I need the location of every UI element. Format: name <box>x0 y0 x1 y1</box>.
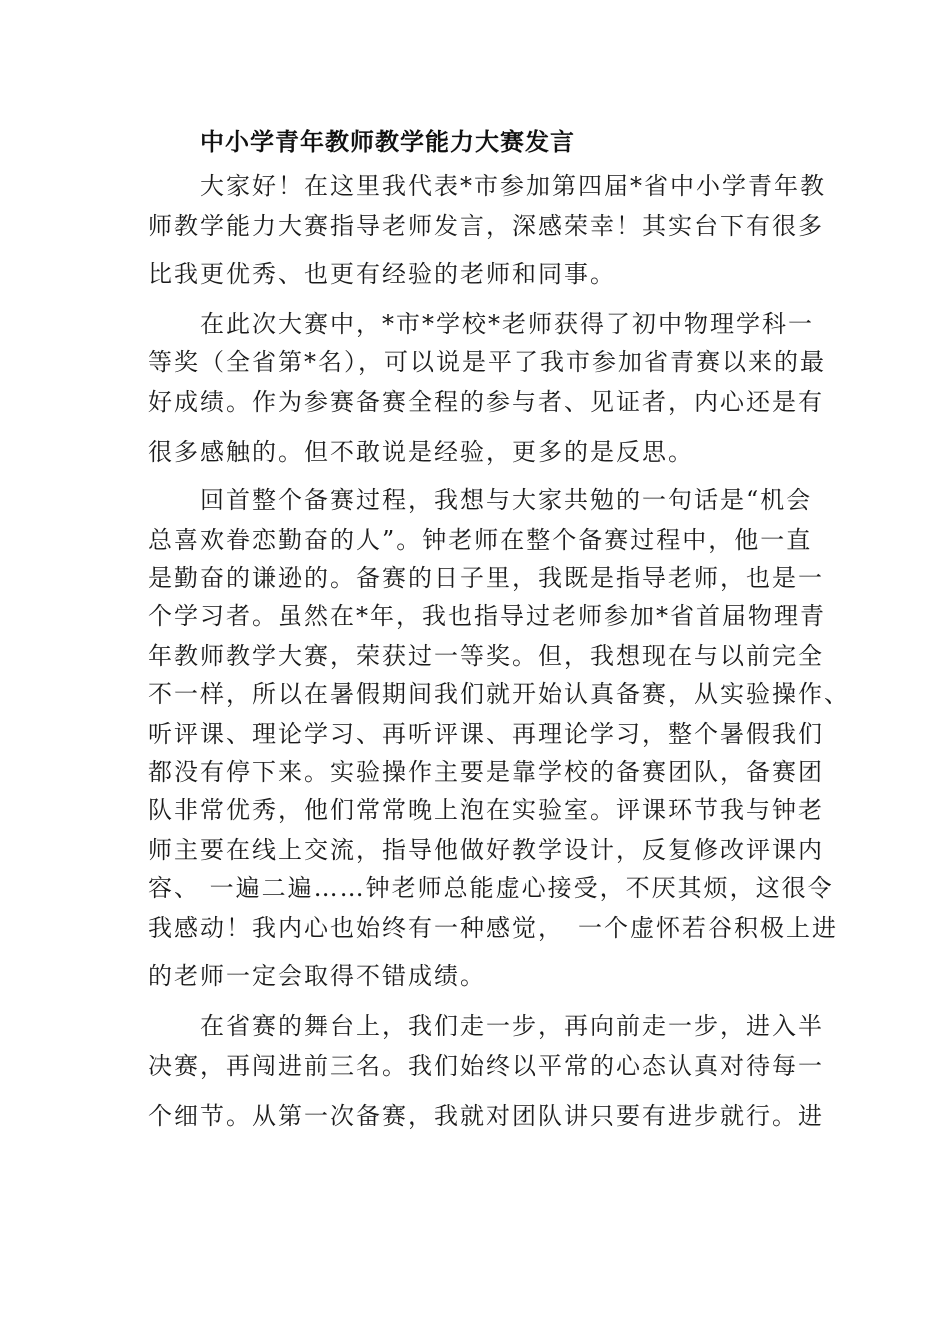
paragraph-3-line-6: 不一样，所以在暑假期间我们就开始认真备赛，从实验操作、 <box>148 680 850 708</box>
paragraph-2-line-3: 好成绩。作为参赛备赛全程的参与者、见证者，内心还是有 <box>148 388 824 416</box>
paragraph-3-line-1: 回首整个备赛过程，我想与大家共勉的一句话是“机会 <box>200 486 813 514</box>
paragraph-2-line-4: 很多感触的。但不敢说是经验，更多的是反思。 <box>148 438 694 466</box>
paragraph-3-line-13: 的老师一定会取得不错成绩。 <box>148 962 486 990</box>
paragraph-4-line-3: 个细节。从第一次备赛，我就对团队讲只要有进步就行。进 <box>148 1102 824 1130</box>
paragraph-3-line-2: 总喜欢眷恋勤奋的人”。钟老师在整个备赛过程中，他一直 <box>148 526 813 554</box>
paragraph-1-line-1: 大家好！在这里我代表*市参加第四届*省中小学青年教 <box>200 172 826 200</box>
paragraph-4-line-2: 决赛，再闯进前三名。我们始终以平常的心态认真对待每一 <box>148 1052 824 1080</box>
document-title: 中小学青年教师教学能力大赛发言 <box>200 128 575 156</box>
paragraph-4-line-1: 在省赛的舞台上，我们走一步，再向前走一步，进入半 <box>200 1012 824 1040</box>
paragraph-3-line-3: 是勤奋的谦逊的。备赛的日子里，我既是指导老师，也是一 <box>148 564 824 592</box>
paragraph-1-line-3: 比我更优秀、也更有经验的老师和同事。 <box>148 260 616 288</box>
paragraph-3-line-4: 个学习者。虽然在*年，我也指导过老师参加*省首届物理青 <box>148 602 826 630</box>
paragraph-2-line-1: 在此次大赛中，*市*学校*老师获得了初中物理学科一 <box>200 310 814 338</box>
paragraph-3-line-10: 师主要在线上交流，指导他做好教学设计，反复修改评课内 <box>148 836 824 864</box>
paragraph-3-line-12: 我感动！我内心也始终有一种感觉， 一个虚怀若谷积极上进 <box>148 914 838 942</box>
paragraph-2-line-2: 等奖（全省第*名），可以说是平了我市参加省青赛以来的最 <box>148 348 826 376</box>
paragraph-3-line-5: 年教师教学大赛，荣获过一等奖。但，我想现在与以前完全 <box>148 642 824 670</box>
paragraph-3-line-7: 听评课、理论学习、再听评课、再理论学习，整个暑假我们 <box>148 720 824 748</box>
paragraph-1-line-2: 师教学能力大赛指导老师发言，深感荣幸！其实台下有很多 <box>148 212 824 240</box>
paragraph-3-line-9: 队非常优秀，他们常常晚上泡在实验室。评课环节我与钟老 <box>148 796 824 824</box>
paragraph-3-line-8: 都没有停下来。实验操作主要是靠学校的备赛团队，备赛团 <box>148 758 824 786</box>
paragraph-3-line-11: 容、 一遍二遍……钟老师总能虚心接受，不厌其烦，这很令 <box>148 874 834 902</box>
